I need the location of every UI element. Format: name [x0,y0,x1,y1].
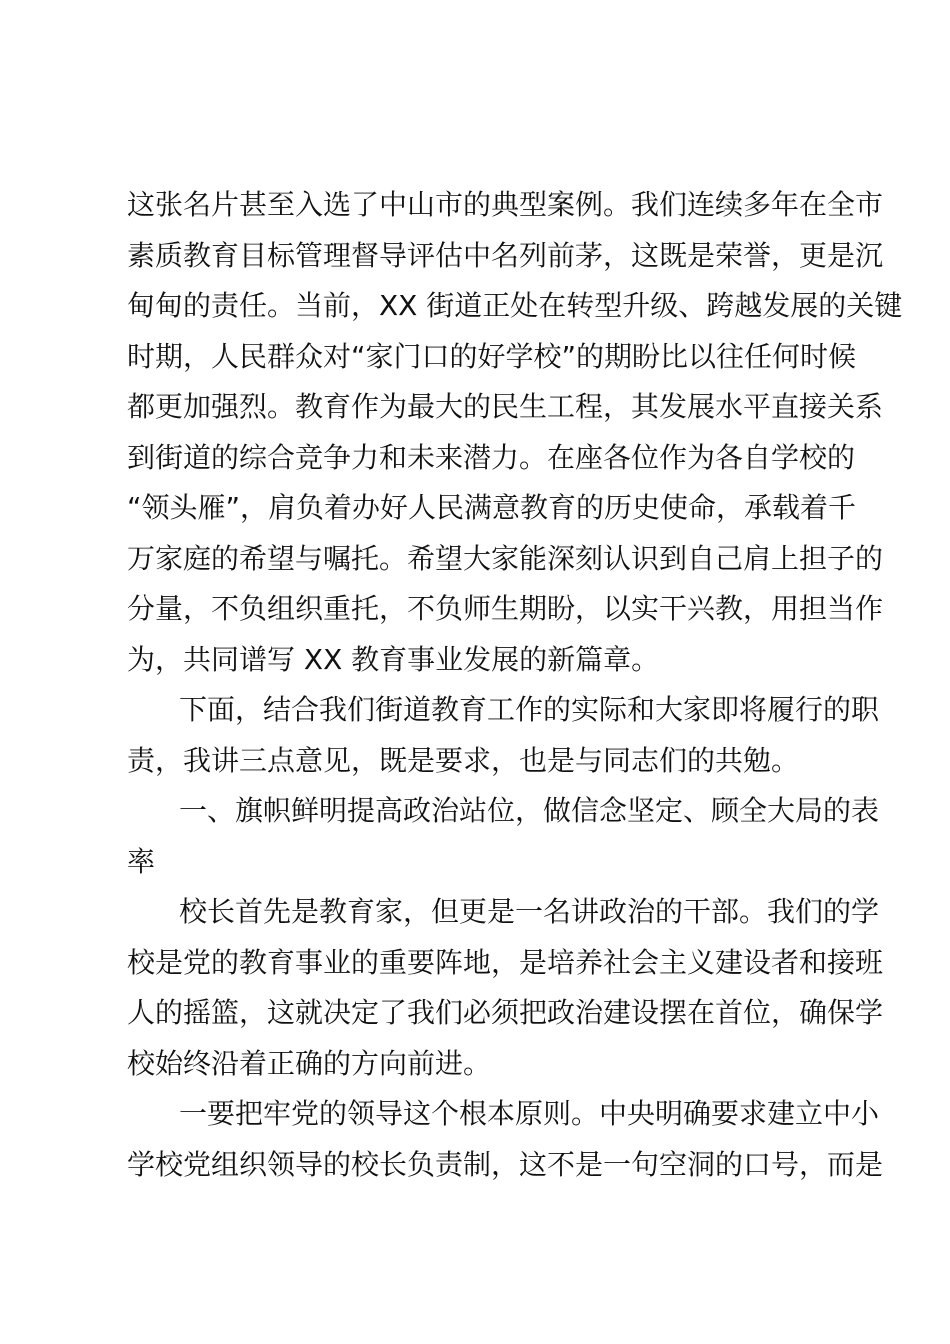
document-body [127,180,903,1190]
text-line: 素质教育目标管理督导评估中名列前茅，这既是荣誉，更是沉 [127,238,884,272]
paragraph-first-line: 下面，结合我们街道教育工作的实际和大家即将履行的职 [179,693,880,726]
text-line: 为，共同谱写 XX 教育事业发展的新篇章。 [127,642,660,676]
text-line: 万家庭的希望与嘱托。希望大家能深刻认识到自己肩上担子的 [127,541,884,575]
paragraph-first-line: 一要把牢党的领导这个根本原则。中央明确要求建立中小 [179,1097,880,1130]
section-heading-line: 率 [127,844,156,878]
text-line: 时期，人民群众对“家门口的好学校”的期盼比以往任何时候 [127,339,857,373]
section-heading-line: 一、旗帜鲜明提高政治站位，做信念坚定、顾全大局的表 [179,794,880,827]
text-line: 这张名片甚至入选了中山市的典型案例。我们连续多年在全市 [127,188,884,221]
text-line: 校是党的教育事业的重要阵地，是培养社会主义建设者和接班 [127,945,884,979]
text-line: 都更加强烈。教育作为最大的民生工程，其发展水平直接关系 [127,390,884,423]
text-line: 校始终沿着正确的方向前进。 [127,1046,492,1080]
text-line: 学校党组织领导的校长负责制，这不是一句空洞的口号，而是 [127,1147,884,1181]
paragraph-first-line: 校长首先是教育家，但更是一名讲政治的干部。我们的学 [179,895,880,928]
text-line: “领头雁”，肩负着办好人民满意教育的历史使命，承载着千 [127,491,857,524]
text-line: 责，我讲三点意见，既是要求，也是与同志们的共勉。 [127,743,800,777]
text-line: 甸甸的责任。当前，XX 街道正处在转型升级、跨越发展的关键 [127,289,903,322]
text-line: 人的摇篮，这就决定了我们必须把政治建设摆在首位，确保学 [127,996,884,1029]
text-line: 分量，不负组织重托，不负师生期盼，以实干兴教，用担当作 [127,592,884,625]
text-line: 到街道的综合竞争力和未来潜力。在座各位作为各自学校的 [127,440,856,474]
